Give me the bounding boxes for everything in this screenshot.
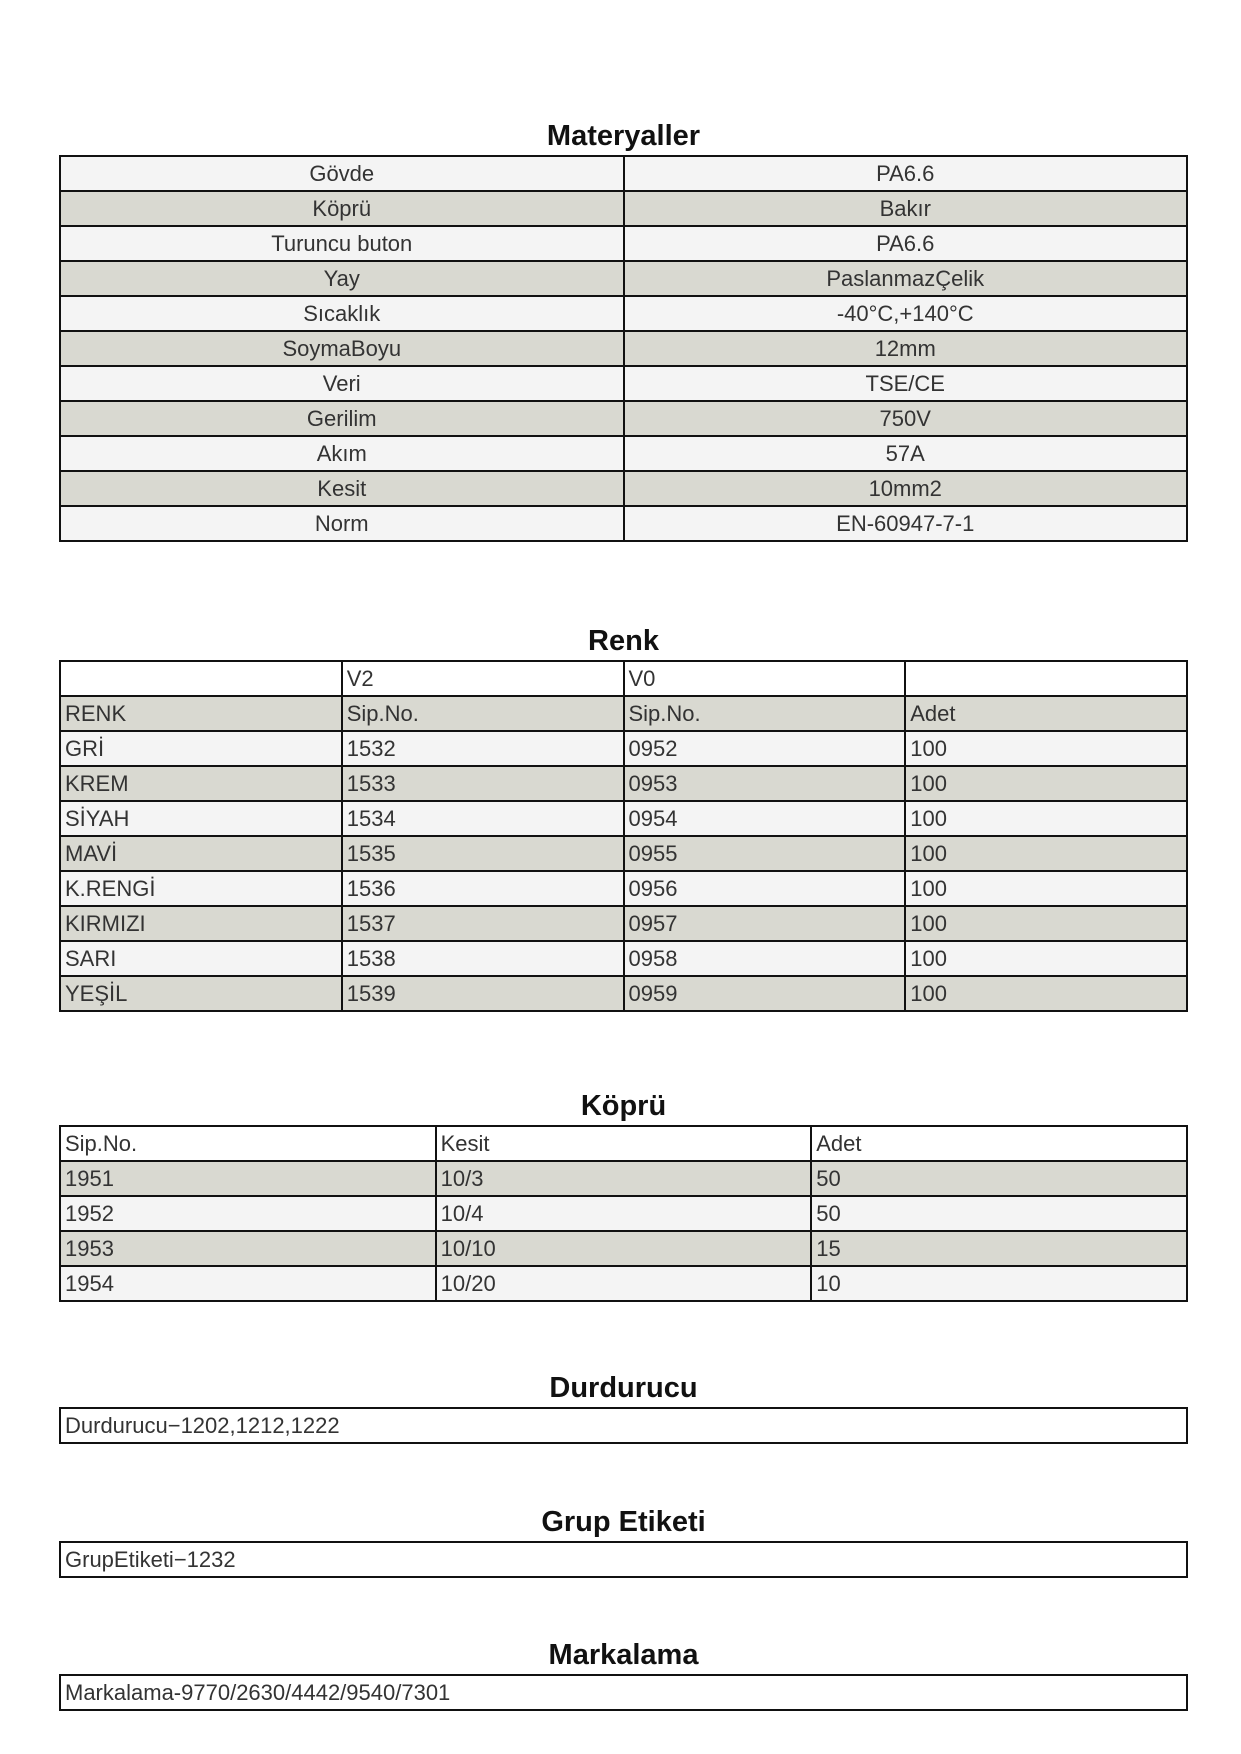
table-row bbox=[60, 906, 1187, 941]
sip-no-v2: 1534 bbox=[342, 801, 624, 836]
material-name: Turuncu buton bbox=[60, 226, 624, 261]
renk-table bbox=[59, 660, 1188, 1012]
durdurucu-value: Durdurucu−1202,1212,1222 bbox=[60, 1408, 1187, 1443]
kesit: 10/4 bbox=[436, 1196, 812, 1231]
column-header: Sip.No. bbox=[342, 696, 624, 731]
material-name: SoymaBoyu bbox=[60, 331, 624, 366]
adet: 10 bbox=[811, 1266, 1187, 1301]
material-value: 750V bbox=[624, 401, 1188, 436]
table-row bbox=[60, 156, 1187, 191]
group-header-cell: V0 bbox=[624, 661, 906, 696]
group-header-cell bbox=[905, 661, 1187, 696]
color-name: SİYAH bbox=[60, 801, 342, 836]
material-value: PaslanmazÇelik bbox=[624, 261, 1188, 296]
kesit: 10/3 bbox=[436, 1161, 812, 1196]
sip-no: 1954 bbox=[60, 1266, 436, 1301]
group-header-cell bbox=[60, 661, 342, 696]
color-name: GRİ bbox=[60, 731, 342, 766]
grup-etiketi-table-container bbox=[59, 1541, 1188, 1578]
table-row bbox=[60, 1675, 1187, 1710]
material-name: Veri bbox=[60, 366, 624, 401]
material-name: Gerilim bbox=[60, 401, 624, 436]
material-name: Yay bbox=[60, 261, 624, 296]
markalama-value: Markalama-9770/2630/4442/9540/7301 bbox=[60, 1675, 1187, 1710]
header-row bbox=[60, 1126, 1187, 1161]
material-name: Kesit bbox=[60, 471, 624, 506]
sip-no-v2: 1533 bbox=[342, 766, 624, 801]
durdurucu-title: Durdurucu bbox=[549, 1372, 698, 1404]
column-header: RENK bbox=[60, 696, 342, 731]
table-row bbox=[60, 191, 1187, 226]
adet: 100 bbox=[905, 976, 1187, 1011]
table-row bbox=[60, 261, 1187, 296]
sip-no: 1953 bbox=[60, 1231, 436, 1266]
adet: 100 bbox=[905, 941, 1187, 976]
table-row bbox=[60, 976, 1187, 1011]
material-name: Norm bbox=[60, 506, 624, 541]
sip-no-v2: 1539 bbox=[342, 976, 624, 1011]
column-header: Kesit bbox=[436, 1126, 812, 1161]
material-value: TSE/CE bbox=[624, 366, 1188, 401]
adet: 100 bbox=[905, 801, 1187, 836]
adet: 50 bbox=[811, 1161, 1187, 1196]
table-row bbox=[60, 436, 1187, 471]
sip-no-v0: 0953 bbox=[624, 766, 906, 801]
table-row bbox=[60, 331, 1187, 366]
material-value: 57A bbox=[624, 436, 1188, 471]
table-row bbox=[60, 1231, 1187, 1266]
sip-no-v2: 1536 bbox=[342, 871, 624, 906]
color-name: K.RENGİ bbox=[60, 871, 342, 906]
material-value: PA6.6 bbox=[624, 226, 1188, 261]
sip-no-v0: 0957 bbox=[624, 906, 906, 941]
material-value: -40°C,+140°C bbox=[624, 296, 1188, 331]
materials-table bbox=[59, 155, 1188, 542]
color-name: YEŞİL bbox=[60, 976, 342, 1011]
adet: 100 bbox=[905, 731, 1187, 766]
material-name: Akım bbox=[60, 436, 624, 471]
markalama-table-container bbox=[59, 1674, 1188, 1711]
markalama-title: Markalama bbox=[548, 1639, 699, 1671]
adet: 15 bbox=[811, 1231, 1187, 1266]
table-row bbox=[60, 1266, 1187, 1301]
sip-no-v0: 0955 bbox=[624, 836, 906, 871]
color-name: KREM bbox=[60, 766, 342, 801]
kopru-table-container bbox=[59, 1125, 1188, 1302]
column-header: Sip.No. bbox=[624, 696, 906, 731]
kopru-title: Köprü bbox=[580, 1090, 667, 1122]
material-value: Bakır bbox=[624, 191, 1188, 226]
material-name: Gövde bbox=[60, 156, 624, 191]
column-header: Sip.No. bbox=[60, 1126, 436, 1161]
color-name: KIRMIZI bbox=[60, 906, 342, 941]
table-row bbox=[60, 366, 1187, 401]
table-row bbox=[60, 401, 1187, 436]
table-row bbox=[60, 471, 1187, 506]
grup-etiketi-title: Grup Etiketi bbox=[541, 1506, 706, 1538]
sip-no-v2: 1538 bbox=[342, 941, 624, 976]
column-header: Adet bbox=[905, 696, 1187, 731]
table-row bbox=[60, 226, 1187, 261]
material-name: Sıcaklık bbox=[60, 296, 624, 331]
header-row bbox=[60, 696, 1187, 731]
sip-no-v2: 1532 bbox=[342, 731, 624, 766]
sip-no-v0: 0956 bbox=[624, 871, 906, 906]
adet: 50 bbox=[811, 1196, 1187, 1231]
kesit: 10/20 bbox=[436, 1266, 812, 1301]
column-header: Adet bbox=[811, 1126, 1187, 1161]
sip-no-v0: 0958 bbox=[624, 941, 906, 976]
sip-no-v2: 1537 bbox=[342, 906, 624, 941]
table-row bbox=[60, 506, 1187, 541]
kesit: 10/10 bbox=[436, 1231, 812, 1266]
sip-no: 1951 bbox=[60, 1161, 436, 1196]
table-row bbox=[60, 836, 1187, 871]
kopru-table bbox=[59, 1125, 1188, 1302]
group-header-row bbox=[60, 661, 1187, 696]
grup-etiketi-value: GrupEtiketi−1232 bbox=[60, 1542, 1187, 1577]
adet: 100 bbox=[905, 836, 1187, 871]
sip-no: 1952 bbox=[60, 1196, 436, 1231]
renk-table-container bbox=[59, 660, 1188, 1012]
sip-no-v0: 0952 bbox=[624, 731, 906, 766]
materials-title: Materyaller bbox=[546, 120, 701, 152]
table-row bbox=[60, 871, 1187, 906]
table-row bbox=[60, 731, 1187, 766]
adet: 100 bbox=[905, 906, 1187, 941]
durdurucu-table bbox=[59, 1407, 1188, 1444]
table-row bbox=[60, 1542, 1187, 1577]
table-row bbox=[60, 1408, 1187, 1443]
durdurucu-table-container bbox=[59, 1407, 1188, 1444]
color-name: SARI bbox=[60, 941, 342, 976]
sip-no-v0: 0959 bbox=[624, 976, 906, 1011]
table-row bbox=[60, 941, 1187, 976]
sip-no-v2: 1535 bbox=[342, 836, 624, 871]
material-value: PA6.6 bbox=[624, 156, 1188, 191]
materials-table-container bbox=[59, 155, 1188, 542]
sip-no-v0: 0954 bbox=[624, 801, 906, 836]
group-header-cell: V2 bbox=[342, 661, 624, 696]
color-name: MAVİ bbox=[60, 836, 342, 871]
table-row bbox=[60, 1196, 1187, 1231]
table-row bbox=[60, 801, 1187, 836]
table-row bbox=[60, 1161, 1187, 1196]
table-row bbox=[60, 766, 1187, 801]
material-value: 12mm bbox=[624, 331, 1188, 366]
material-value: EN-60947-7-1 bbox=[624, 506, 1188, 541]
renk-title: Renk bbox=[588, 625, 659, 657]
markalama-table bbox=[59, 1674, 1188, 1711]
adet: 100 bbox=[905, 871, 1187, 906]
material-value: 10mm2 bbox=[624, 471, 1188, 506]
table-row bbox=[60, 296, 1187, 331]
grup-etiketi-table bbox=[59, 1541, 1188, 1578]
material-name: Köprü bbox=[60, 191, 624, 226]
adet: 100 bbox=[905, 766, 1187, 801]
